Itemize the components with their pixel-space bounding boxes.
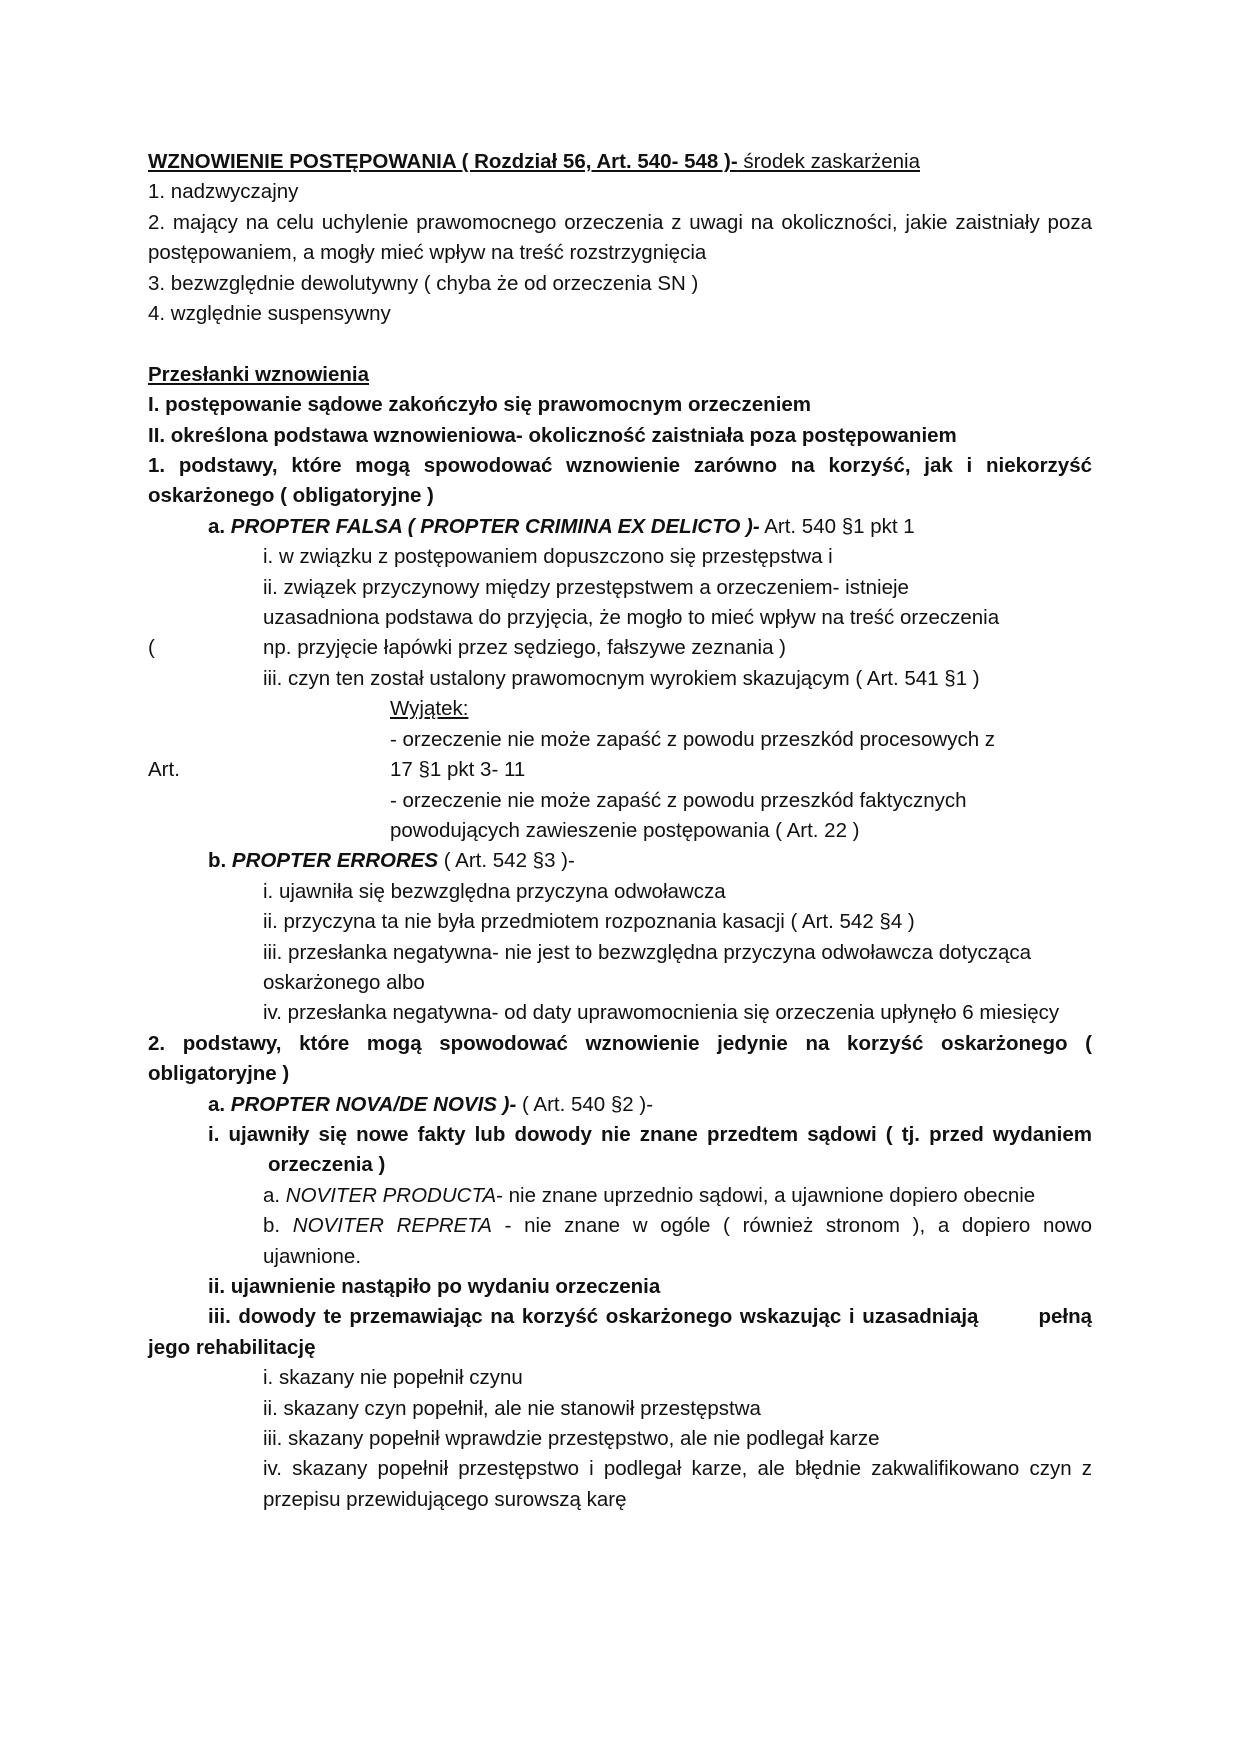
- propter-falsa-ii-3: np. przyjęcie łapówki przez sędziego, fałszywe zeznania ): [263, 636, 787, 660]
- feature-4: 4. względnie suspensywny: [148, 302, 391, 326]
- propter-falsa-ii-2: uzasadniona podstawa do przyjęcia, że mogło to mieć wpływ na treść orzeczenia: [263, 606, 1000, 630]
- propter-falsa-ii-3-row: [148, 633, 1092, 663]
- feature-3: 3. bezwzględnie dewolutywny ( chyba że od orzeczenia SN ): [148, 271, 699, 295]
- propter-falsa-ii-1: ii. związek przyczynowy między przestępstwem a orzeczeniem- istnieje: [263, 575, 909, 599]
- exception-heading: Wyjątek:: [390, 697, 469, 721]
- title-rest: środek zaskarżenia: [737, 150, 920, 173]
- propter-falsa-letter: a.: [208, 514, 231, 538]
- propter-errores-ref: ( Art. 542 §3 )-: [438, 849, 575, 873]
- ground-2: 2. podstawy, które mogą spowodować wznowienie jedynie na korzyść oskarżonego ( obligatoryjne ): [148, 1031, 1092, 1086]
- stray-art: Art.: [148, 758, 180, 782]
- noviter-repreta-name: NOVITER REPRETA: [292, 1214, 492, 1238]
- rehabilitation-4: iv. skazany popełnił przestępstwo i podlegał karze, ale błędnie zakwalifikowano czyn z przepisu przewidującego surowszą karę: [263, 1457, 1092, 1511]
- premises-heading: Przesłanki wznowienia: [148, 362, 370, 386]
- propter-nova-name: PROPTER NOVA/DE NOVIS )-: [230, 1092, 517, 1116]
- propter-falsa-i: i. w związku z postępowaniem dopuszczono się przestępstwa i: [263, 545, 833, 569]
- document-title: [148, 147, 1092, 177]
- noviter-repreta: [148, 1211, 1092, 1272]
- rehabilitation-1: i. skazany nie popełnił czynu: [263, 1366, 523, 1390]
- propter-errores-name: PROPTER ERRORES: [231, 849, 439, 873]
- exception-1-line1: - orzeczenie nie może zapaść z powodu przeszkód procesowych z: [390, 727, 996, 751]
- premise-II: II. określona podstawa wznowieniowa- okoliczność zaistniała poza postępowaniem: [148, 423, 957, 447]
- propter-errores: [148, 846, 1092, 876]
- propter-nova-i-line2: orzeczenia ): [268, 1153, 386, 1177]
- feature-1: 1. nadzwyczajny: [148, 180, 299, 204]
- noviter-producta-name: NOVITER PRODUCTA: [285, 1183, 497, 1207]
- exception-1-line2: 17 §1 pkt 3- 11: [390, 758, 526, 782]
- noviter-producta-rest: - nie znane uprzednio sądowi, a ujawnione dopiero obecnie: [496, 1183, 1036, 1207]
- premise-I: I. postępowanie sądowe zakończyło się prawomocnym orzeczeniem: [148, 393, 812, 417]
- propter-falsa-ref: Art. 540 §1 pkt 1: [759, 514, 915, 538]
- propter-nova-iii-line2: pełną: [1038, 1305, 1092, 1329]
- feature-2: 2. mający na celu uchylenie prawomocnego orzeczenia z uwagi na okoliczności, jakie zaistniały poza postępowaniem, a mogły mieć wpływ na treść rozstrzygnięcia: [148, 210, 1092, 265]
- propter-nova-i: [148, 1120, 1092, 1181]
- noviter-repreta-rest: - nie znane w ogóle ( również stronom ), a dopiero nowo ujawnione.: [263, 1214, 1093, 1268]
- rehabilitation-2: ii. skazany czyn popełnił, ale nie stanowił przestępstwa: [263, 1396, 761, 1420]
- ground-1: 1. podstawy, które mogą spowodować wznowienie zarówno na korzyść, jak i niekorzyść oskarżonego ( obligatoryjne ): [148, 454, 1092, 508]
- stray-paren: (: [148, 636, 155, 660]
- spacer: [148, 329, 1092, 359]
- propter-errores-iv: iv. przesłanka negatywna- od daty uprawomocnienia się orzeczenia upłynęło 6 miesięcy: [263, 1001, 1060, 1025]
- propter-falsa: [148, 512, 1092, 542]
- propter-falsa-iii: iii. czyn ten został ustalony prawomocnym wyrokiem skazującym ( Art. 541 §1 ): [263, 666, 980, 690]
- document-page: [148, 147, 1092, 1515]
- propter-nova-iii: [148, 1302, 1092, 1363]
- propter-nova-iii-line3: jego rehabilitację: [148, 1335, 316, 1359]
- propter-nova: [148, 1090, 1092, 1120]
- noviter-producta: [148, 1181, 1092, 1211]
- exception-1-line2-row: [148, 755, 1092, 785]
- propter-errores-letter: b.: [208, 849, 232, 873]
- propter-nova-letter: a.: [208, 1092, 231, 1116]
- propter-falsa-name: PROPTER FALSA ( PROPTER CRIMINA EX DELICTO )-: [230, 514, 760, 538]
- propter-errores-iii: iii. przesłanka negatywna- nie jest to bezwzględna przyczyna odwoławcza dotycząca oskarżonego albo: [263, 940, 1032, 994]
- propter-nova-ref: ( Art. 540 §2 )-: [516, 1092, 654, 1116]
- propter-nova-ii: ii. ujawnienie nastąpiło po wydaniu orzeczenia: [208, 1275, 661, 1299]
- noviter-producta-letter: a.: [263, 1183, 286, 1207]
- title-heading: WZNOWIENIE POSTĘPOWANIA ( Rozdział 56, Art. 540- 548 )-: [148, 150, 738, 173]
- rehabilitation-3: iii. skazany popełnił wprawdzie przestępstwo, ale nie podlegał karze: [263, 1427, 880, 1451]
- propter-errores-ii: ii. przyczyna ta nie była przedmiotem rozpoznania kasacji ( Art. 542 §4 ): [263, 910, 915, 934]
- propter-nova-iii-line1: iii. dowody te przemawiając na korzyść oskarżonego wskazując i uzasadniają: [208, 1305, 979, 1329]
- exception-2: - orzeczenie nie może zapaść z powodu przeszkód faktycznych powodujących zawieszenie postępowania ( Art. 22 ): [390, 788, 967, 842]
- noviter-repreta-letter: b.: [263, 1214, 293, 1238]
- propter-nova-i-line1: i. ujawniły się nowe fakty lub dowody nie znane przedtem sądowi ( tj. przed wydaniem: [208, 1122, 1092, 1146]
- propter-errores-i: i. ujawniła się bezwzględna przyczyna odwoławcza: [263, 879, 726, 903]
